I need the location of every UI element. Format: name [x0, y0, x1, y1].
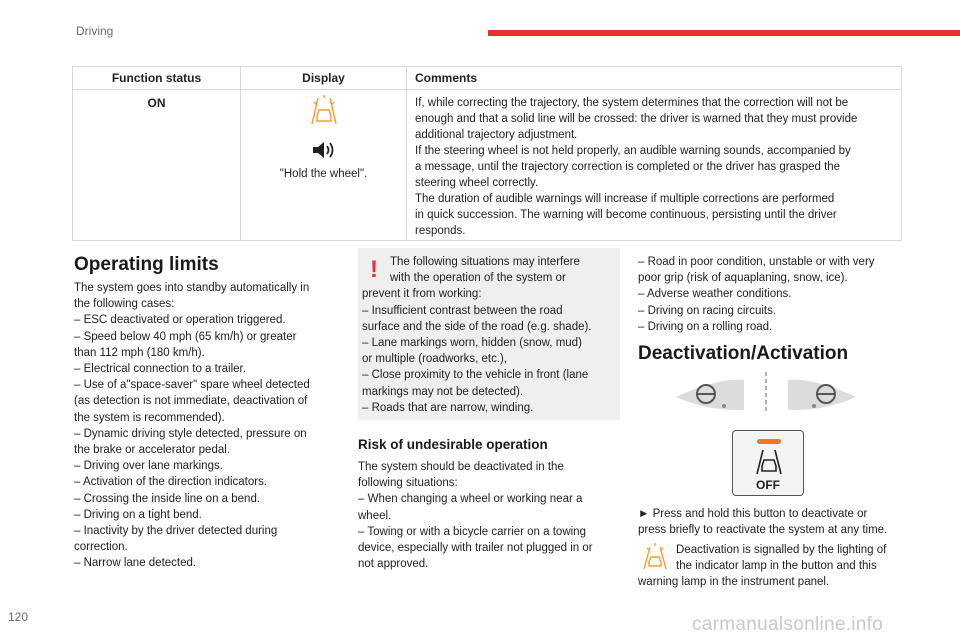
section-title: Driving	[76, 24, 114, 38]
page-number: 120	[8, 610, 29, 624]
lane-assist-off-button[interactable]	[732, 430, 804, 496]
press-instruction: ► Press and hold this button to deactivate or press briefly to reactivate the system at any time.	[638, 508, 888, 537]
button-indicator-lamp	[757, 439, 781, 444]
comments-cell: If, while correcting the trajectory, the system determines that the correction will not be enough and that a solid line will be crossed: the driver is warned that they must provide additional trajectory adjustment. If the steering wheel is not held properly, an audible warning sounds, accompanied by a message, until the trajectory correction is completed or the driver has grasped the steering wheel correctly. The duration of audible warnings will increase if multiple corrections are performed in quick succession. The warning will become continuous, persisting until the driver responds.	[415, 97, 858, 237]
lane-car-icon	[753, 448, 785, 476]
table-row	[73, 90, 901, 240]
table-header	[73, 67, 901, 90]
speaker-icon	[310, 138, 338, 162]
exclamation-icon: !	[370, 256, 378, 283]
deactivation-heading: Deactivation/Activation	[638, 343, 849, 364]
lane-warning-icon	[304, 94, 344, 128]
section-accent-bar	[488, 30, 960, 36]
conditions-text: – Road in poor condition, unstable or with very poor grip (risk of aquaplaning, snow, ice). – Adverse weather conditions. – Driving on racing circuits. – Driving on a rolling road.	[638, 256, 875, 333]
header-comments: Comments	[415, 71, 478, 85]
steering-wheel-buttons-icon	[676, 370, 856, 416]
display-cell	[241, 90, 407, 240]
watermark: carmanualsonline.info	[692, 614, 884, 635]
deactivation-indicator-text: Deactivation is signalled by the lighting of the indicator lamp in the button and this warning lamp in the instrument panel.	[638, 544, 887, 589]
risk-text: The system should be deactivated in the following situations: – When changing a wheel or working near a wheel. – Towing or with a bicycle carrier on a towing device, especially with trailer not plugged in or not approved.	[358, 461, 593, 571]
function-status-table	[72, 66, 902, 241]
off-label: OFF	[756, 478, 780, 492]
header-display: Display	[241, 67, 407, 89]
hold-wheel-message: "Hold the wheel".	[279, 168, 368, 180]
operating-limits-text: The system goes into standby automatically in the following cases: – ESC deactivated or operation triggered. – Speed below 40 mph (65 km/h) or greater than 112 mph (180 km/h). – Electrical connection to a trailer. – Use of a"space-saver" spare wheel detected (as detection is not immediate, deactivation of the system is recommended). – Dynamic driving style detected, pressure on the brake or accelerator pedal. – Driving over lane markings. – Activation of the direction indicators. – Crossing the inside line on a bend. – Driving on a tight bend. – Inactivity by the driver detected during correction. – Narrow lane detected.	[74, 282, 310, 570]
risk-heading: Risk of undesirable operation	[358, 437, 548, 452]
warning-text: The following situations may interfere with the operation of the system or prevent it from working: – Insufficient contrast between the road surface and the side of the road (e.g. shade). – Lane markings worn, hidden (snow, mud) or multiple (roadworks, etc.), – Close proximity to the vehicle in front (lane markings may not be detected). – Roads that are narrow, winding.	[362, 256, 592, 414]
operating-limits-heading: Operating limits	[74, 254, 219, 275]
status-cell: ON	[73, 90, 241, 240]
header-function-status: Function status	[73, 67, 241, 89]
